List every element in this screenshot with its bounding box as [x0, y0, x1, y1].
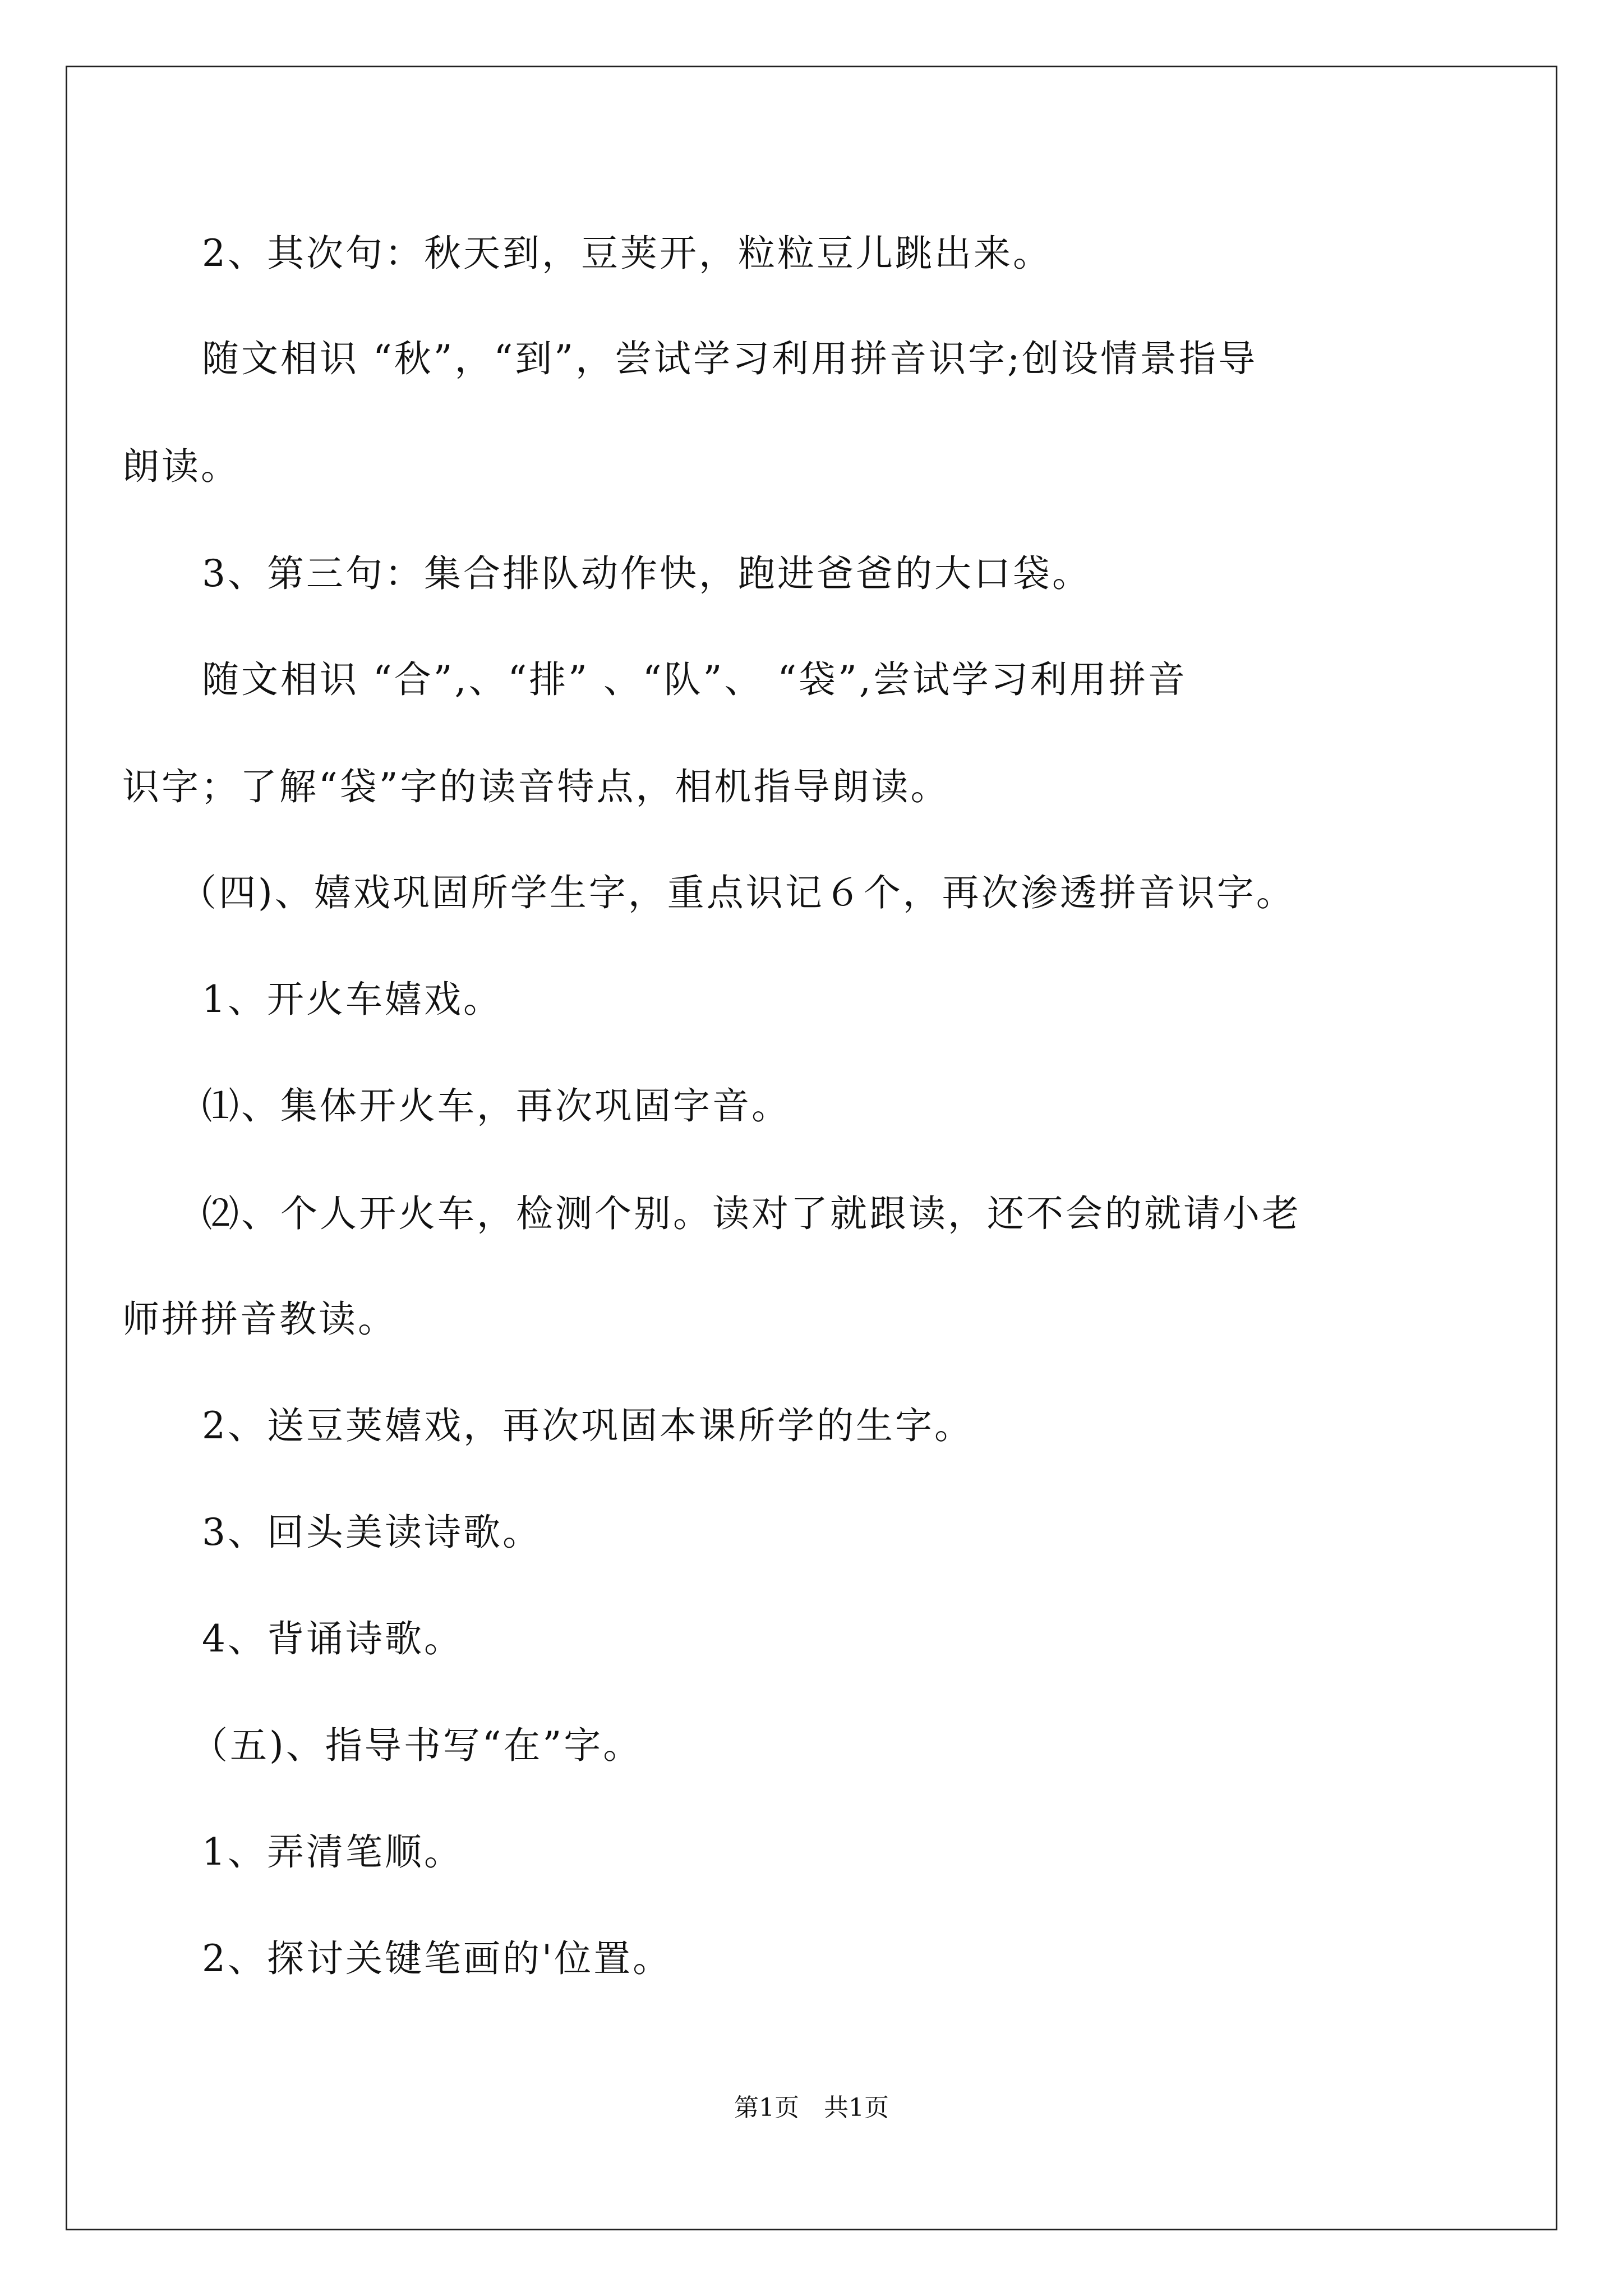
paragraph: 1、开火车嬉戏。	[202, 978, 502, 1021]
paragraph: 3、回头美读诗歌。	[202, 1511, 542, 1554]
section-heading: （四)、嬉戏巩固所学生字，重点识记６个，再次渗透拼音识字。	[179, 871, 1295, 914]
paragraph: ⑴、集体开火车，再次巩固字音。	[202, 1084, 791, 1128]
paragraph: 2、探讨关键笔画的'位置。	[202, 1937, 672, 1980]
page-footer: 第1页 共1页	[734, 2093, 889, 2122]
paragraph: 随文相识 “秋”，“到”，尝试学习利用拼音识字;创设情景指导	[202, 337, 1258, 380]
paragraph: 随文相识 “合”,、“排” 、“队”、 “袋”,尝试学习利用拼音	[202, 658, 1187, 701]
paragraph-continuation: 识字；了解“袋”字的读音特点，相机指导朗读。	[122, 765, 950, 808]
paragraph: 2、送豆荚嬉戏，再次巩固本课所学的生字。	[202, 1404, 974, 1447]
paragraph: 2、其次句：秋天到，豆荚开，粒粒豆儿跳出来。	[202, 232, 1052, 275]
paragraph-continuation: 师拼拼音教读。	[122, 1297, 397, 1341]
page-border	[66, 66, 1557, 2230]
section-heading: （五)、指导书写“在”字。	[191, 1724, 643, 1767]
paragraph: 4、背诵诗歌。	[202, 1617, 463, 1660]
paragraph-continuation: 朗读。	[122, 445, 240, 488]
paragraph: ⑵、个人开火车，检测个别。读对了就跟读，还不会的就请小老	[202, 1192, 1301, 1235]
paragraph: 3、第三句：集合排队动作快，跑进爸爸的大口袋。	[202, 552, 1091, 595]
paragraph: 1、弄清笔顺。	[202, 1830, 463, 1874]
